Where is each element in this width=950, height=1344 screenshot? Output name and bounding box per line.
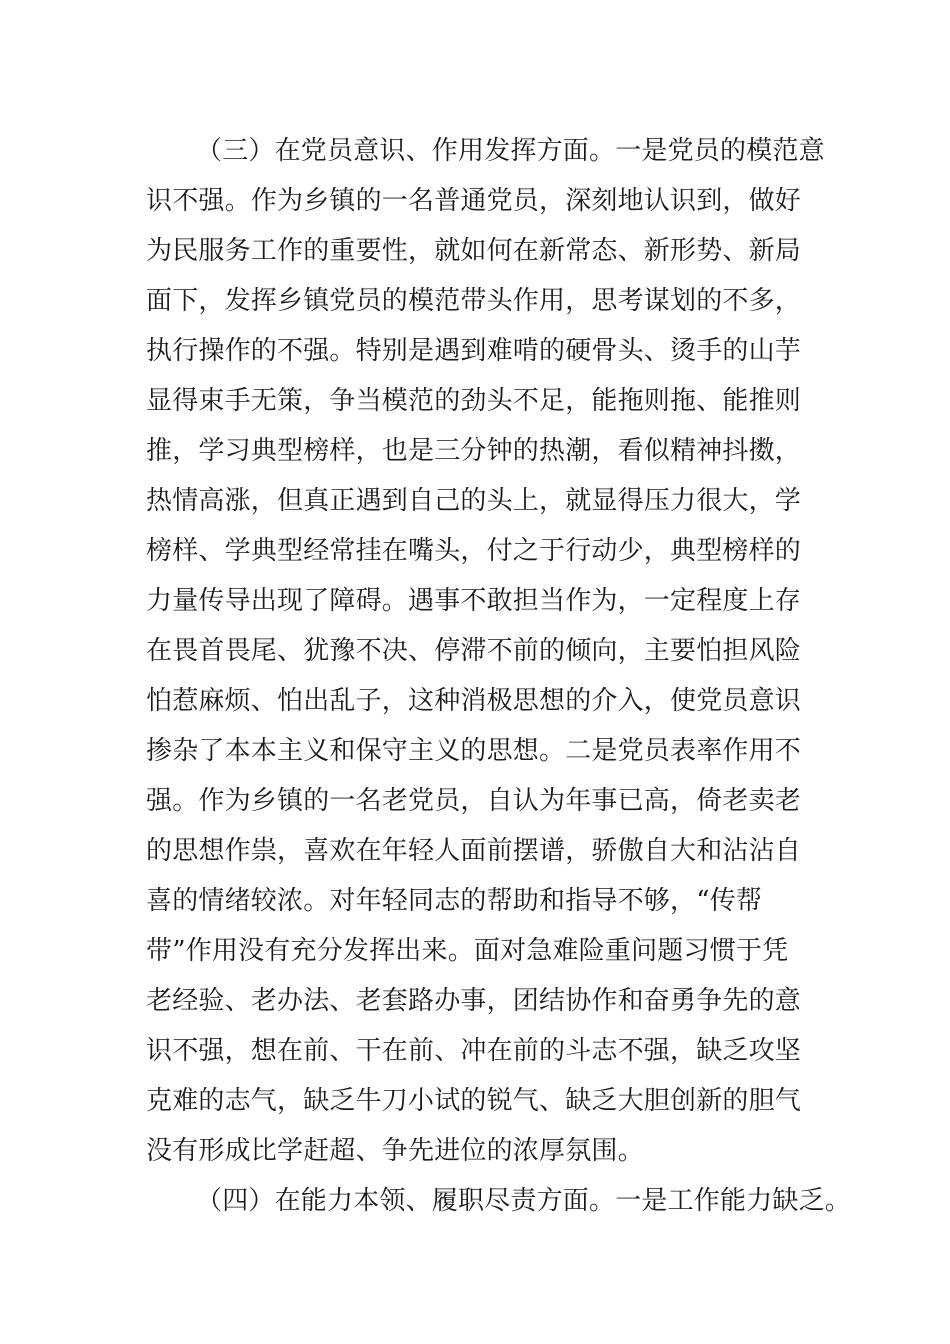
text-line: 带”作用没有充分发挥出来。面对急难险重问题习惯于凭	[146, 936, 789, 966]
text-line: 识不强。作为乡镇的一名普通党员，深刻地认识到，做好	[146, 186, 802, 216]
text-line: 榜样、学典型经常挂在嘴头，付之于行动少，典型榜样的	[146, 536, 802, 566]
text-line: 力量传导出现了障碍。遇事不敢担当作为，一定程度上存	[146, 586, 802, 616]
text-line: 克难的志气，缺乏牛刀小试的锐气、缺乏大胆创新的胆气	[146, 1086, 802, 1116]
text-line: （三）在党员意识、作用发挥方面。一是党员的模范意	[196, 136, 825, 166]
text-line: 执行操作的不强。特别是遇到难啃的硬骨头、烫手的山芋	[146, 336, 802, 366]
text-line: （四）在能力本领、履职尽责方面。一是工作能力缺乏。	[196, 1186, 852, 1216]
text-line: 识不强，想在前、干在前、冲在前的斗志不强，缺乏攻坚	[146, 1036, 802, 1066]
text-line: 的思想作祟，喜欢在年轻人面前摆谱，骄傲自大和沾沾自	[146, 836, 802, 866]
text-line: 老经验、老办法、老套路办事，团结协作和奋勇争先的意	[146, 986, 802, 1016]
text-line: 没有形成比学赶超、争先进位的浓厚氛围。	[146, 1136, 644, 1166]
text-line: 显得束手无策，争当模范的劲头不足，能拖则拖、能推则	[146, 386, 802, 416]
text-line: 推，学习典型榜样，也是三分钟的热潮，看似精神抖擞，	[146, 436, 802, 466]
text-line: 在畏首畏尾、犹豫不决、停滞不前的倾向，主要怕担风险	[146, 636, 802, 666]
text-line: 掺杂了本本主义和保守主义的思想。二是党员表率作用不	[146, 736, 802, 766]
text-line: 热情高涨，但真正遇到自己的头上，就显得压力很大，学	[146, 486, 802, 516]
text-line: 喜的情绪较浓。对年轻同志的帮助和指导不够，“传帮	[146, 886, 763, 916]
text-line: 为民服务工作的重要性，就如何在新常态、新形势、新局	[146, 236, 802, 266]
text-line: 面下，发挥乡镇党员的模范带头作用，思考谋划的不多，	[146, 286, 802, 316]
text-line: 强。作为乡镇的一名老党员，自认为年事已高，倚老卖老	[146, 786, 802, 816]
text-line: 怕惹麻烦、怕出乱子，这种消极思想的介入，使党员意识	[146, 686, 802, 716]
